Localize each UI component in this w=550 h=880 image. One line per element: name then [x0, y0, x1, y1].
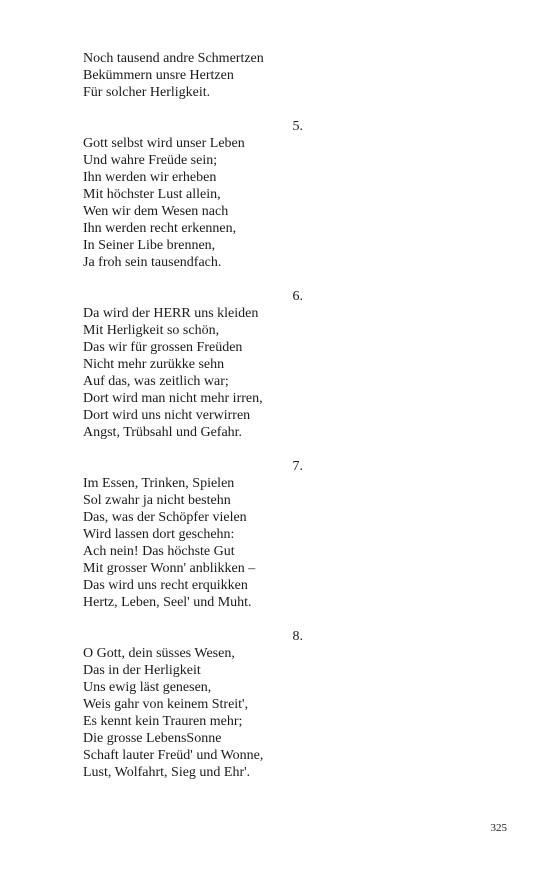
poem-line: Dort wird man nicht mehr irren,: [83, 391, 263, 406]
poem-line: Nicht mehr zurükke sehn: [83, 357, 225, 372]
poem-line: Da wird der HERR uns kleiden: [83, 306, 259, 321]
poem-line: Auf das, was zeitlich war;: [83, 374, 229, 389]
stanza-5: [83, 118, 303, 271]
poem-line: Dort wird uns nicht verwirren: [83, 408, 251, 423]
poem-line: Schaft lauter Freüd' und Wonne,: [83, 748, 264, 763]
poem-line: In Seiner Libe brennen,: [83, 238, 216, 253]
stanza-7: [83, 458, 303, 611]
poem-line: Mit höchster Lust allein,: [83, 187, 221, 202]
poem-line: O Gott, dein süsses Wesen,: [83, 646, 235, 661]
poem-line: Es kennt kein Trauren mehr;: [83, 714, 243, 729]
poem-line: Ihn werden wir erheben: [83, 170, 217, 185]
poem-line: Gott selbst wird unser Leben: [83, 136, 245, 151]
poem-line: Das, was der Schöpfer vielen: [83, 510, 247, 525]
poem-line: Angst, Trübsahl und Gefahr.: [83, 425, 243, 440]
poem-line: Ja froh sein tausendfach.: [83, 255, 222, 270]
stanza-number: 6.: [292, 289, 303, 304]
poem-line: Mit Herligkeit so schön,: [83, 323, 220, 338]
poem-line: Sol zwahr ja nicht bestehn: [83, 493, 231, 508]
poem-line: Ihn werden recht erkennen,: [83, 221, 237, 236]
stanza-number: 5.: [292, 119, 303, 134]
poem-line: Mit grosser Wonn' anblikken –: [83, 561, 256, 576]
stanza-gap: [83, 441, 303, 458]
poem-line: Wird lassen dort geschehn:: [83, 527, 235, 542]
poem-line: Lust, Wolfahrt, Sieg und Ehr'.: [83, 765, 251, 780]
stanza-6: [83, 288, 303, 441]
stanza-number: 7.: [292, 459, 303, 474]
poem-line: Uns ewig läst genesen,: [83, 680, 212, 695]
poem-line: Die grosse LebensSonne: [83, 731, 222, 746]
poem-line: Hertz, Leben, Seel' und Muht.: [83, 595, 252, 610]
poem-line: Das wird uns recht erquikken: [83, 578, 248, 593]
poem-line: Noch tausend andre Schmertzen: [83, 51, 264, 66]
poem-line: Ach nein! Das höchste Gut: [83, 544, 235, 559]
poem-line: Und wahre Freüde sein;: [83, 153, 218, 168]
page-number: 325: [490, 822, 507, 834]
poem-line: Das in der Herligkeit: [83, 663, 201, 678]
stanza-continuation: [83, 50, 303, 101]
poem-line: Für solcher Herligkeit.: [83, 85, 211, 100]
poem-line: Wen wir dem Wesen nach: [83, 204, 229, 219]
stanza-number: 8.: [292, 629, 303, 644]
stanza-8: [83, 628, 303, 781]
poem-line: Das wir für grossen Freüden: [83, 340, 243, 355]
poem-line: Im Essen, Trinken, Spielen: [83, 476, 235, 491]
poem-line: Bekümmern unsre Hertzen: [83, 68, 234, 83]
stanza-gap: [83, 271, 303, 288]
poem-line: Weis gahr von keinem Streit',: [83, 697, 249, 712]
stanza-gap: [83, 611, 303, 628]
poem-text: [83, 50, 303, 781]
